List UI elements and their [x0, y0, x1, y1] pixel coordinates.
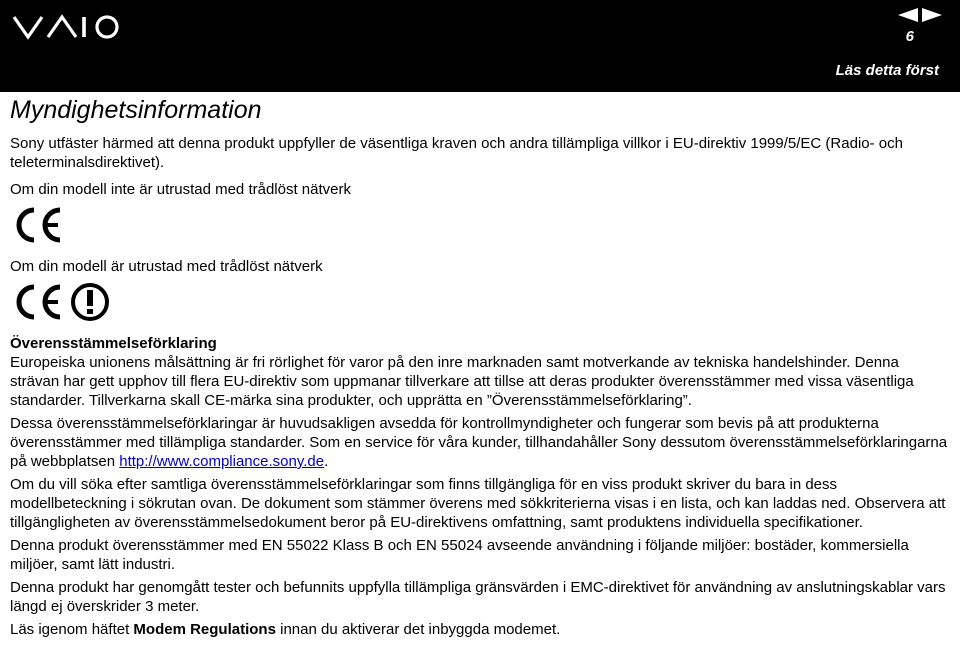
arrow-right-icon[interactable] — [922, 8, 942, 27]
paragraph: Europeiska unionens målsättning är fri rörlighet för varor på den inre marknaden samt motverkande av tekniska handelshinder. Denna strävan har gett upphov till flera EU-direktiv som uppmanar tillverkare att tillse att deras produkter överensstämmer med vissa väsentliga standarder. Tillverkarna skall CE-märka sina produkter, och upprätta en ”Överensstämmelseförklaring”. — [10, 354, 914, 409]
paragraph — [10, 414, 950, 471]
page-navigation — [898, 8, 942, 27]
vaio-logo — [12, 11, 124, 46]
main-content — [10, 134, 950, 643]
page-number: 6 — [905, 28, 914, 45]
page-title: Myndighetsinformation — [10, 96, 262, 124]
paragraph-text: innan du aktiverar det inbyggda modemet. — [275, 621, 561, 638]
intro-text: Sony utfäster härmed att denna produkt uppfyller de väsentliga kraven och andra tillämpliga villkor i EU-direktiv 1999/5/EC (Radio- och teleterminalsdirektivet). — [10, 135, 903, 171]
ce-mark-icon — [12, 206, 64, 249]
page-header — [0, 0, 960, 92]
ce-marking-no-wireless — [12, 205, 950, 249]
paragraph-text: . — [324, 453, 329, 470]
paragraph-text: Dessa överensstämmelseförklaringar är huvudsakligen avsedda för kontrollmyndigheter och fungerar som bevis på att produkterna överensstämmer med tillämpliga standarder. Som en service för våra kunder, tillhandahåller Sony dessutom överensstämmelseförklaringarna på webbplatsen — [10, 415, 948, 470]
paragraph-text: Läs igenom häftet — [10, 621, 134, 638]
paragraph: Denna produkt överensstämmer med EN 55022 Klass B och EN 55024 avseende användning i följande miljöer: bostäder, kommersiella miljöer, samt lätt industri. — [10, 537, 909, 573]
paragraph: Om du vill söka efter samtliga överensstämmelseförklaringar som finns tillgängliga för en viss produkt skriver du bara in dess modellbeteckning i sökrutan ovan. De dokument som stämmer överens med sökkriterierna visas i en lista, och kan laddas ned. Observera att tillgängligheten av överensstämmelsedokument beror på EU-direktivens omfattning, samt produktens individuella specifikationer. — [10, 476, 946, 531]
paragraph: Denna produkt har genomgått tester och befunnits uppfylla tillämpliga gränsvärden i EMC-direktivet för användning av anslutningskablar vars längd ej överskrider 3 meter. — [10, 579, 946, 615]
paragraph — [10, 620, 950, 639]
section-subheading: Överensstämmelseförklaring — [10, 335, 217, 352]
section-link[interactable]: Läs detta först — [835, 62, 939, 79]
ce-mark-icon — [12, 283, 64, 326]
compliance-link[interactable]: http://www.compliance.sony.de — [119, 453, 325, 470]
arrow-left-icon[interactable] — [898, 8, 918, 27]
alert-class-icon — [70, 282, 110, 327]
wireless-label: Om din modell är utrustad med trådlöst nätverk — [10, 258, 323, 275]
manual-title: Modem Regulations — [133, 621, 276, 638]
ce-marking-wireless — [12, 282, 950, 326]
no-wireless-label: Om din modell inte är utrustad med trådlöst nätverk — [10, 181, 351, 198]
